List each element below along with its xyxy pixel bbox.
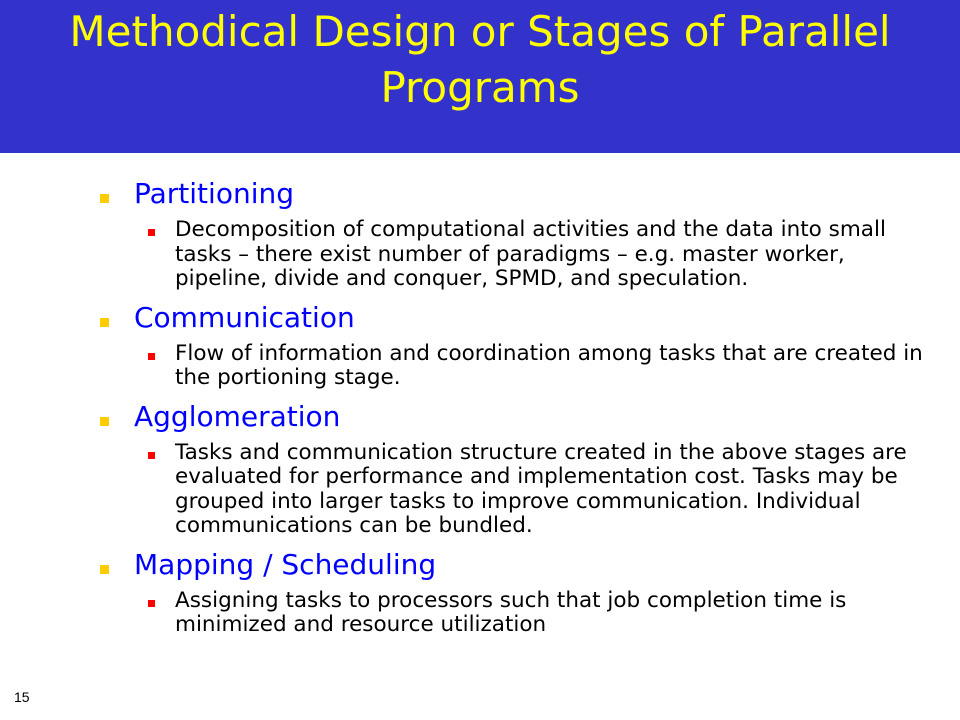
bullet-heading: Agglomeration [134,399,341,433]
square-bullet-icon [148,353,155,360]
slide-title: Methodical Design or Stages of Parallel Programs [69,7,891,112]
sub-bullet-item [100,589,940,638]
sub-bullet-item [100,218,940,292]
sub-bullet-text: Assigning tasks to processors such that job completion time is minimized and resource utilization [175,587,847,637]
sub-bullet-text: Decomposition of computational activities and the data into small tasks – there exist number of paradigms – e.g. master worker, pipeline, divide and conquer, SPMD, and speculation. [175,217,886,291]
square-bullet-icon [148,600,155,607]
sub-bullet-item [100,441,940,539]
title-bar [0,0,960,153]
sub-bullet-item [100,342,940,391]
square-bullet-icon [148,229,155,236]
sub-bullet-text: Tasks and communication structure created in the above stages are evaluated for performance and implementation cost. Tasks may be grouped into larger tasks to improve communication. Individual communications can be bundled. [175,439,907,538]
square-bullet-icon [100,194,109,203]
bullet-item-agglomeration [100,397,940,437]
bullet-item-communication [100,298,940,338]
sub-bullet-text: Flow of information and coordination among tasks that are created in the portioning stage. [175,340,923,390]
square-bullet-icon [148,452,155,459]
bullet-item-mapping-scheduling [100,545,940,585]
bullet-item-partitioning [100,174,940,214]
square-bullet-icon [100,318,109,327]
bullet-heading: Partitioning [134,177,294,210]
bullet-heading: Communication [134,300,355,334]
slide-content [100,174,940,644]
bullet-heading: Mapping / Scheduling [134,547,437,581]
square-bullet-icon [100,565,109,574]
page-number: 15 [14,689,30,705]
square-bullet-icon [100,417,109,426]
